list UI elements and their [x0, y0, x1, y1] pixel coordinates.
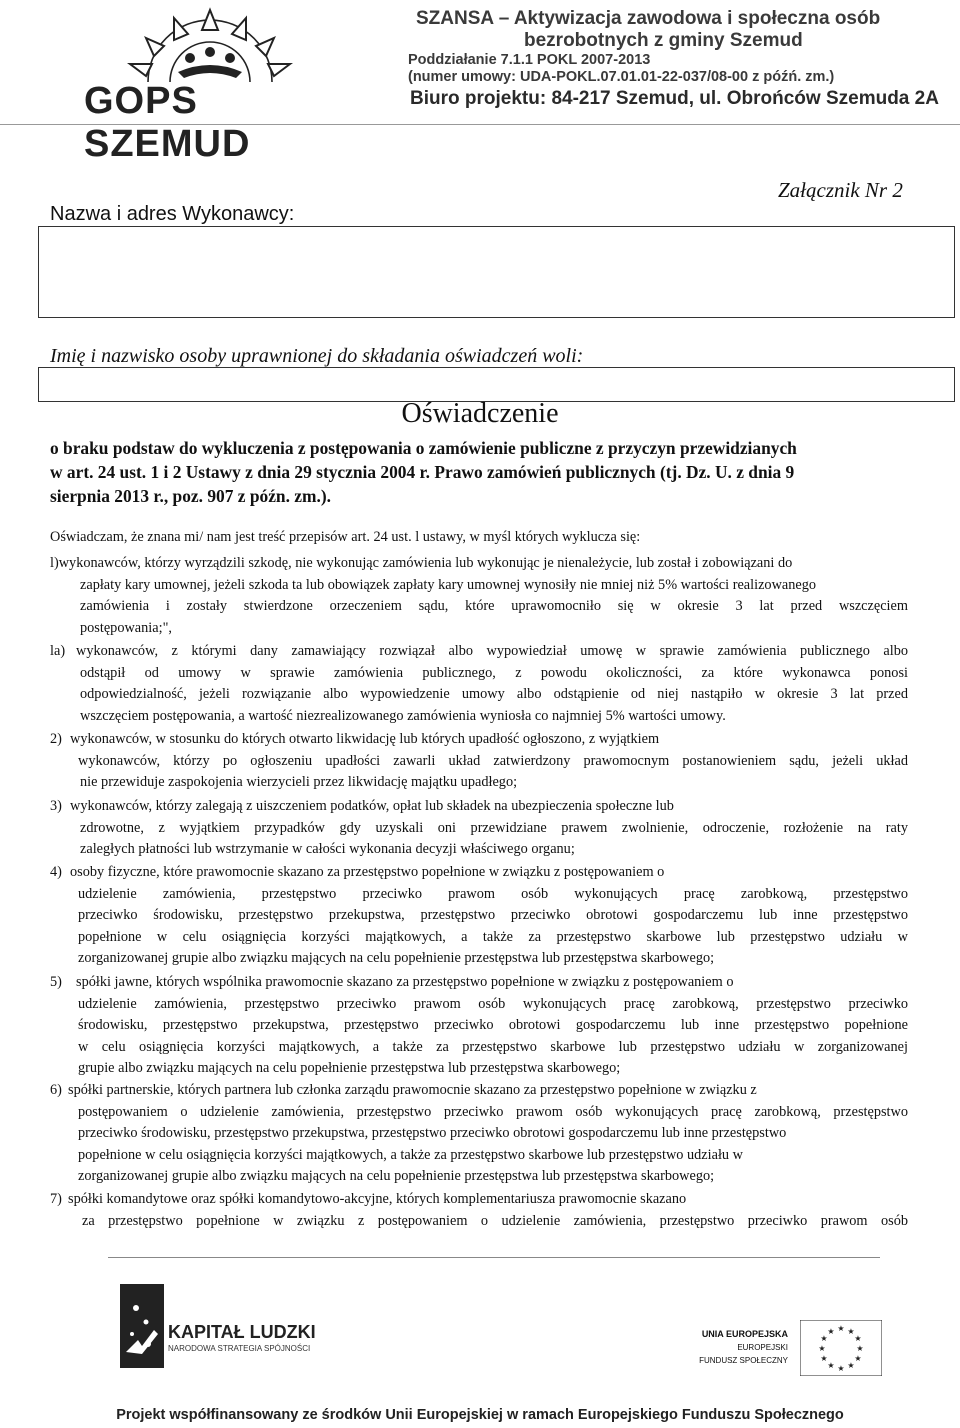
item-1a-line: odpowiedzialność, jeżeli rozwiązanie albo wypowiedzenie umowy albo odstąpienie od niej nastąpiło w okresie 3 lat przed	[80, 686, 908, 702]
item-4-line: osoby fizyczne, które prawomocnie skazano za przestępstwo popełnione w związku z postępowaniem o	[70, 864, 665, 880]
svg-text:★: ★	[827, 1361, 835, 1370]
svg-text:★: ★	[837, 1364, 845, 1373]
item-4-line: popełnione w celu osiągnięcia korzyści majątkowych, a także za przestępstwo skarbowe lub przestępstwo udziału w	[78, 928, 908, 945]
svg-text:★: ★	[847, 1327, 855, 1336]
item-6-line: postępowaniem o udzielenie zamówienia, przestępstwo przeciwko prawom osób wykonujących pracę zarobkową, przestępstwo	[78, 1103, 908, 1120]
item-4-line: przeciwko środowisku, przestępstwo przekupstwa, przestępstwo przeciwko obrotowi gospodarczemu lub inne przestępstwo	[78, 907, 908, 923]
item-2-line: wykonawców, w stosunku do których otwarto likwidację lub których upadłość ogłoszono, z wyjątkiem	[70, 731, 660, 747]
svg-text:★: ★	[837, 1324, 845, 1333]
item-1-line: zamówienia i zostały stwierdzone orzeczeniem sądu, które uprawomocniło się w okresie 3 lat przed wszczęciem	[80, 598, 908, 614]
declaration-title: Oświadczenie	[401, 398, 559, 429]
person-label: Imię i nazwisko osoby uprawnionej do składania oświadczeń woli:	[50, 345, 584, 367]
item-6-number: 6)	[50, 1082, 62, 1098]
eu-logo	[696, 1320, 896, 1390]
item-5-line: środowisku, przestępstwo przekupstwa, przestępstwo przeciwko obrotowi gospodarczemu lub inne przestępstwo popełnione	[78, 1017, 908, 1033]
svg-text:★: ★	[818, 1344, 826, 1353]
item-5-line: udzielenie zamówienia, przestępstwo przeciwko prawom osób wykonujących pracę zarobkową, przestępstwo przeciwko	[78, 995, 908, 1012]
contract-number: (numer umowy: UDA-POKL.07.01.01-22-037/08-00 z późń. zm.)	[408, 69, 835, 85]
eu-flag-icon	[800, 1320, 882, 1376]
declaration-intro: Oświadczam, że znana mi/ nam jest treść przepisów art. 24 ust. l ustawy, w myśl których wyklucza się:	[50, 529, 641, 545]
item-3-line: zdrowotne, z wyjątkiem przypadków gdy uzyskali oni przewidziane prawem zwolnienie, odroczenie, rozłożenie na raty	[80, 819, 908, 836]
logo-text: GOPS SZEMUD	[84, 80, 251, 165]
item-5-line: grupie albo związku mających na celu popełnienie przestępstwa lub przestępstwa skarbowego;	[78, 1060, 621, 1076]
item-4	[70, 862, 908, 970]
item-5-line: spółki jawne, których wspólnika prawomocnie skazano za przestępstwo popełnione w związku z postępowaniem o	[76, 974, 734, 990]
item-4-line: udzielenie zamówienia, przestępstwo przeciwko prawom osób wykonujących pracę zarobkową, przestępstwo	[78, 885, 908, 902]
person-field[interactable]	[38, 367, 955, 402]
cofunding-note: Projekt współfinansowany ze środków Unii Europejskiej w ramach Europejskiego Funduszu Społecznego	[116, 1407, 844, 1423]
item-1	[50, 553, 908, 639]
item-1a	[76, 641, 908, 727]
item-4-line: zorganizowanej grupie albo związku mających na celu popełnienie przestępstwa lub przestępstwa skarbowego;	[78, 950, 715, 966]
header-divider	[0, 124, 960, 125]
item-1-line: zapłaty kary umownej, jeżeli szkoda ta lub obowiązek zapłaty kary umownej wynosiły nie mniej niż 5% wartości realizowanego	[80, 576, 817, 593]
declaration-subtitle-1: o braku podstaw do wykluczenia z postępowania o zamówienie publiczne z przyczyn przewidzianych	[50, 438, 797, 458]
project-title-line1: SZANSA – Aktywizacja zawodowa i społeczna osób	[416, 8, 881, 29]
item-7	[68, 1189, 908, 1232]
item-6-line: zorganizowanej grupie albo związku mających na celu popełnienie przestępstwa lub przestępstwa skarbowego;	[78, 1168, 715, 1184]
item-6-line: spółki partnerskie, których partnera lub członka zarządu prawomocnie skazano za przestępstwo popełnione w związku z	[68, 1082, 757, 1098]
item-1a-number: la)	[50, 643, 66, 659]
kapital-ludzki-subtitle: NARODOWA STRATEGIA SPÓJNOŚCI	[168, 1344, 311, 1353]
kapital-ludzki-logo	[118, 1282, 338, 1372]
item-1a-line: odstąpił od umowy w sprawie zamówienia publicznego, z powodu okoliczności, za które wykonawca ponosi	[80, 664, 908, 681]
eu-text-line: FUNDUSZ SPOŁECZNY	[699, 1356, 788, 1365]
gops-logo	[60, 0, 360, 165]
item-1-line: postępowania;",	[80, 619, 172, 636]
subaction: Poddziałanie 7.1.1 POKL 2007-2013	[408, 52, 651, 68]
item-2-line: nie przewiduje zaspokojenia wierzycieli przez likwidację majątku upadłego;	[80, 774, 518, 790]
svg-text:★: ★	[820, 1354, 828, 1363]
eu-text	[696, 1328, 788, 1367]
item-3-number: 3)	[50, 798, 62, 814]
item-2-number: 2)	[50, 731, 62, 747]
item-6-line: popełnione w celu osiągnięcia korzyści majątkowych, a także za przestępstwo skarbowe lub przestępstwo udziału w	[78, 1146, 743, 1163]
item-6-line: przeciwko środowisku, przestępstwo przekupstwa, przestępstwo przeciwko obrotowi gospodarczemu lub inne przestępstwo	[78, 1125, 787, 1141]
item-7-line: spółki komandytowe oraz spółki komandytowo-akcyjne, których komplementariusza prawomocnie skazano	[68, 1191, 687, 1207]
svg-text:★: ★	[854, 1354, 862, 1363]
item-6	[68, 1080, 908, 1188]
svg-text:★: ★	[827, 1327, 835, 1336]
item-7-number: 7)	[50, 1191, 62, 1207]
item-5-number: 5)	[50, 974, 62, 990]
item-2-line: wykonawców, którzy po ogłoszeniu upadłości zawarli układ zatwierdzony prawomocnym postanowieniem sądu, jeżeli układ	[78, 752, 908, 769]
item-4-number: 4)	[50, 864, 62, 880]
attachment-number: Załącznik Nr 2	[778, 178, 903, 202]
item-5-line: w celu osiągnięcia korzyści majątkowych, a także za przestępstwo skarbowe lub przestępstwo udziału w zorganizowanej	[78, 1038, 908, 1055]
item-1a-line: wykonawców, z którymi dany zamawiający rozwiązał albo wypowiedział umowę w sprawie zamówienia publicznego albo	[76, 643, 908, 659]
eu-text-line: EUROPEJSKI	[737, 1343, 788, 1352]
item-1-line: l)wykonawców, którzy wyrządzili szkodę, nie wykonując zamówienia lub wykonując je nienależycie, lub został i zobowiązani do	[50, 555, 793, 571]
item-1a-line: wszczęciem postępowania, a wartość niezrealizowanego zamówienia wyniosła co najmniej 5% wartości umowy.	[80, 707, 726, 724]
svg-text:★: ★	[856, 1344, 864, 1353]
project-title	[416, 8, 956, 52]
svg-text:★: ★	[854, 1334, 862, 1343]
item-5	[76, 972, 908, 1080]
item-3-line: zaległych płatności lub wstrzymanie w całości wykonania decyzji właściwego organu;	[80, 841, 575, 857]
project-title-line2: bezrobotnych z gminy Szemud	[524, 30, 803, 51]
eu-text-line: UNIA EUROPEJSKA	[701, 1329, 788, 1339]
office-address: Biuro projektu: 84-217 Szemud, ul. Obrońców Szemuda 2A	[410, 88, 939, 109]
contractor-field[interactable]	[38, 226, 955, 318]
declaration-subtitle-3: sierpnia 2013 r., poz. 907 z późn. zm.).	[50, 486, 331, 506]
footer-divider	[108, 1257, 880, 1258]
item-3	[70, 796, 908, 861]
item-7-line: za przestępstwo popełnione w związku z postępowaniem o udzielenie zamówienia, przestępstwo przeciwko prawom osób	[82, 1212, 908, 1229]
item-2	[70, 729, 908, 794]
kapital-ludzki-title: KAPITAŁ LUDZKI	[168, 1322, 316, 1342]
declaration-subtitle-2: w art. 24 ust. 1 i 2 Ustawy z dnia 29 stycznia 2004 r. Prawo zamówień publicznych (tj. Dz. U. z dnia 9	[50, 462, 795, 482]
contractor-label: Nazwa i adres Wykonawcy:	[50, 203, 295, 225]
svg-text:★: ★	[847, 1361, 855, 1370]
kapital-ludzki-emblem-icon	[118, 1282, 166, 1370]
item-3-line: wykonawców, którzy zalegają z uiszczeniem podatków, opłat lub składek na ubezpieczenia społeczne lub	[70, 798, 674, 814]
svg-text:★: ★	[820, 1334, 828, 1343]
